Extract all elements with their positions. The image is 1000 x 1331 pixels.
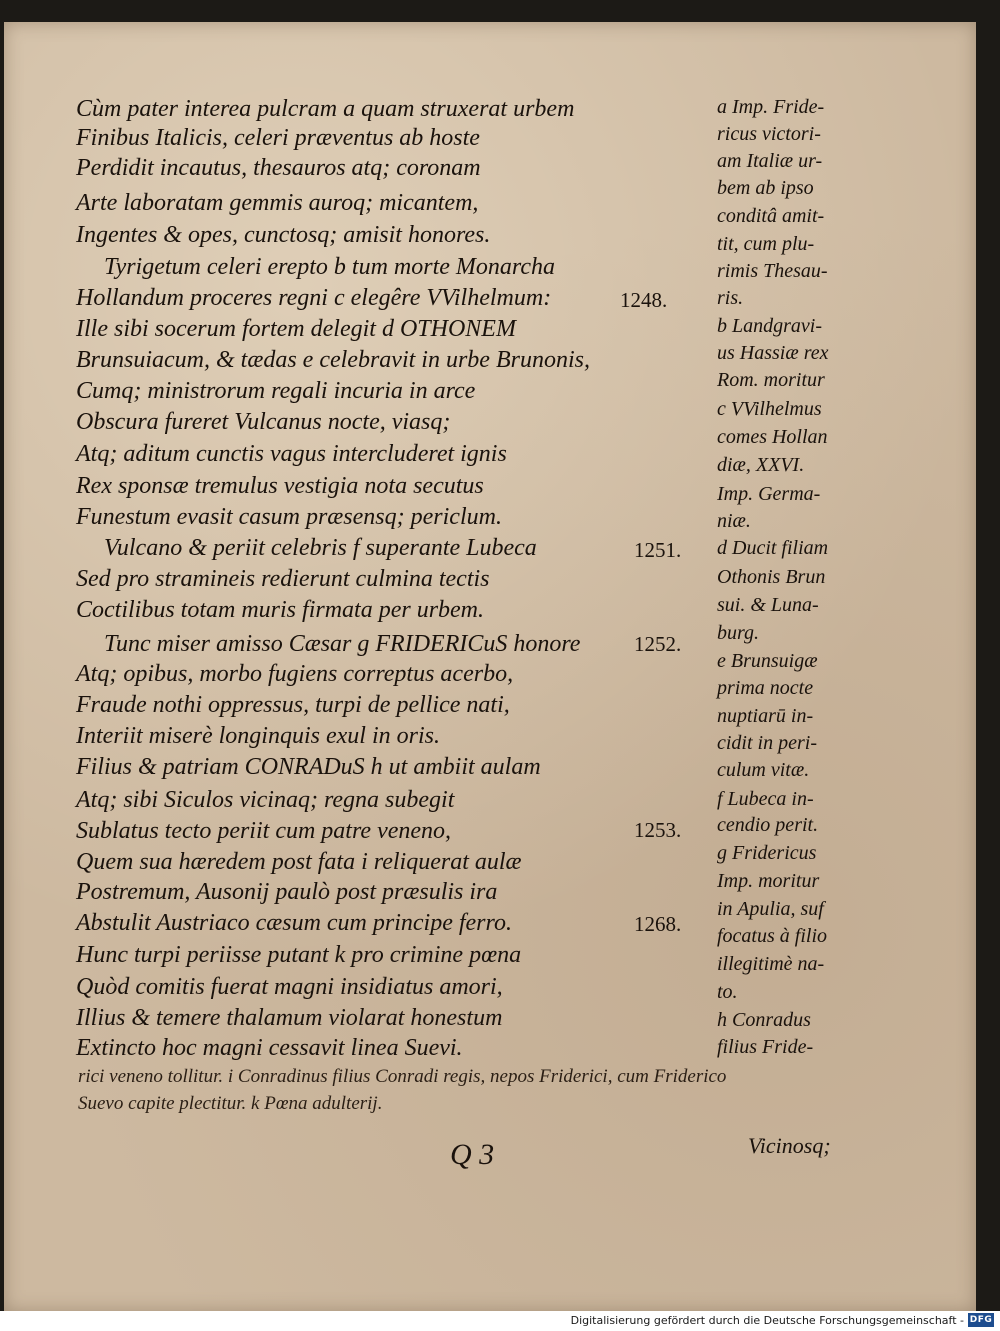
footnote-line: rici veneno tollitur. i Conradinus filius Conradi regis, nepos Friderici, cum Friderico [78,1066,727,1087]
verse-line: Atq; sibi Siculos vicinaq; regna subegit [76,787,455,813]
margin-note: Othonis Brun [717,566,826,588]
margin-note: filius Fride- [717,1036,814,1058]
verse-line: Sed pro stramineis redierunt culmina tectis [76,566,490,592]
margin-note: Rom. moritur [717,369,825,391]
margin-note: f Lubeca in- [717,788,814,810]
verse-line: Rex sponsæ tremulus vestigia nota secutus [76,473,484,499]
year-marker: 1248. [620,288,668,312]
verse-line: Ille sibi socerum fortem delegit d OTHONEM [76,316,516,342]
margin-note: Imp. Germa- [717,483,821,505]
margin-note: b Landgravi- [717,315,822,337]
margin-note: a Imp. Fride- [717,96,825,118]
margin-note: diæ, XXVI. [717,454,805,476]
margin-note: culum vitæ. [717,759,810,781]
margin-note: conditâ amit- [717,205,825,227]
margin-note: d Ducit filiam [717,537,829,559]
margin-note: nuptiarū in- [717,705,814,727]
verse-line: Funestum evasit casum præsensq; periclum. [76,504,502,530]
verse-line: Atq; aditum cunctis vagus intercluderet ignis [76,441,507,467]
verse-line: Hollandum proceres regni c elegêre VVilhelmum: [76,285,552,311]
margin-note: cidit in peri- [717,732,817,754]
verse-line: Perdidit incautus, thesauros atq; coronam [76,155,481,181]
year-marker: 1268. [634,912,682,936]
verse-line: Tunc miser amisso Cæsar g FRIDERICuS honore [104,631,581,657]
year-marker: 1253. [634,818,682,842]
margin-note: h Conradus [717,1009,811,1031]
margin-note: burg. [717,622,760,644]
verse-line: Ingentes & opes, cunctosq; amisit honores. [76,222,491,248]
verse-line: Cùm pater interea pulcram a quam struxerat urbem [76,96,575,122]
footnote-line: Suevo capite plectitur. k Pœna adulterij. [78,1093,383,1114]
margin-note: sui. & Luna- [717,594,819,616]
year-marker: 1251. [634,538,682,562]
verse-line: Quem sua hæredem post fata i reliquerat aulæ [76,849,522,875]
catchword: Vicinosq; [748,1133,831,1158]
verse-line: Extincto hoc magni cessavit linea Suevi. [76,1035,463,1061]
verse-line: Sublatus tecto periit cum patre veneno, [76,818,452,844]
margin-note: c VVilhelmus [717,398,822,420]
margin-note: cendio perit. [717,814,819,836]
verse-line: Cumq; ministrorum regali incuria in arce [76,378,476,404]
signature-mark: Q 3 [450,1138,495,1171]
margin-note: focatus à filio [717,925,827,947]
verse-line: Illius & temere thalamum violarat honestum [76,1005,503,1031]
margin-note: ris. [717,287,744,309]
margin-note: in Apulia, suf [717,898,824,920]
verse-line: Finibus Italicis, celeri præventus ab hoste [76,125,480,151]
margin-note: ricus victori- [717,123,821,145]
year-marker: 1252. [634,632,682,656]
margin-note: prima nocte [717,677,814,699]
margin-note: Imp. moritur [717,870,820,892]
verse-line: Fraude nothi oppressus, turpi de pellice nati, [76,692,510,718]
margin-note: to. [717,981,738,1003]
verse-line: Brunsuiacum, & tædas e celebravit in urbe Brunonis, [76,347,590,373]
verse-line: Quòd comitis fuerat magni insidiatus amori, [76,974,503,1000]
verse-line: Abstulit Austriaco cæsum cum principe ferro. [76,910,512,936]
margin-note: us Hassiæ rex [717,342,829,364]
margin-note: niæ. [717,510,751,532]
margin-note: bem ab ipso [717,177,814,199]
verse-line: Vulcano & periit celebris f superante Lubeca [104,535,537,561]
verse-line: Atq; opibus, morbo fugiens correptus acerbo, [76,661,514,687]
verse-line: Tyrigetum celeri erepto b tum morte Monarcha [104,254,556,280]
funding-credit: Digitalisierung gefördert durch die Deutsche Forschungsgemeinschaft - [570,1314,964,1327]
verse-line: Obscura fureret Vulcanus nocte, viasq; [76,409,451,435]
verse-line: Postremum, Ausonij paulò post præsulis ira [76,879,498,905]
margin-note: am Italiæ ur- [717,150,823,172]
margin-note: illegitimè na- [717,953,825,975]
margin-note: comes Hollan [717,426,828,448]
margin-note: e Brunsuigæ [717,650,818,672]
verse-line: Coctilibus totam muris firmata per urbem. [76,597,485,623]
margin-note: tit, cum plu- [717,233,815,255]
margin-note: g Fridericus [717,842,817,864]
verse-line: Interiit miserè longinquis exul in oris. [76,723,440,749]
verse-line: Filius & patriam CONRADuS h ut ambiit aulam [76,754,541,780]
dfg-logo: DFG [969,1315,993,1325]
margin-note: rimis Thesau- [717,260,828,282]
verse-line: Hunc turpi periisse putant k pro crimine pœna [76,942,522,968]
verse-line: Arte laboratam gemmis auroq; micantem, [76,190,479,216]
